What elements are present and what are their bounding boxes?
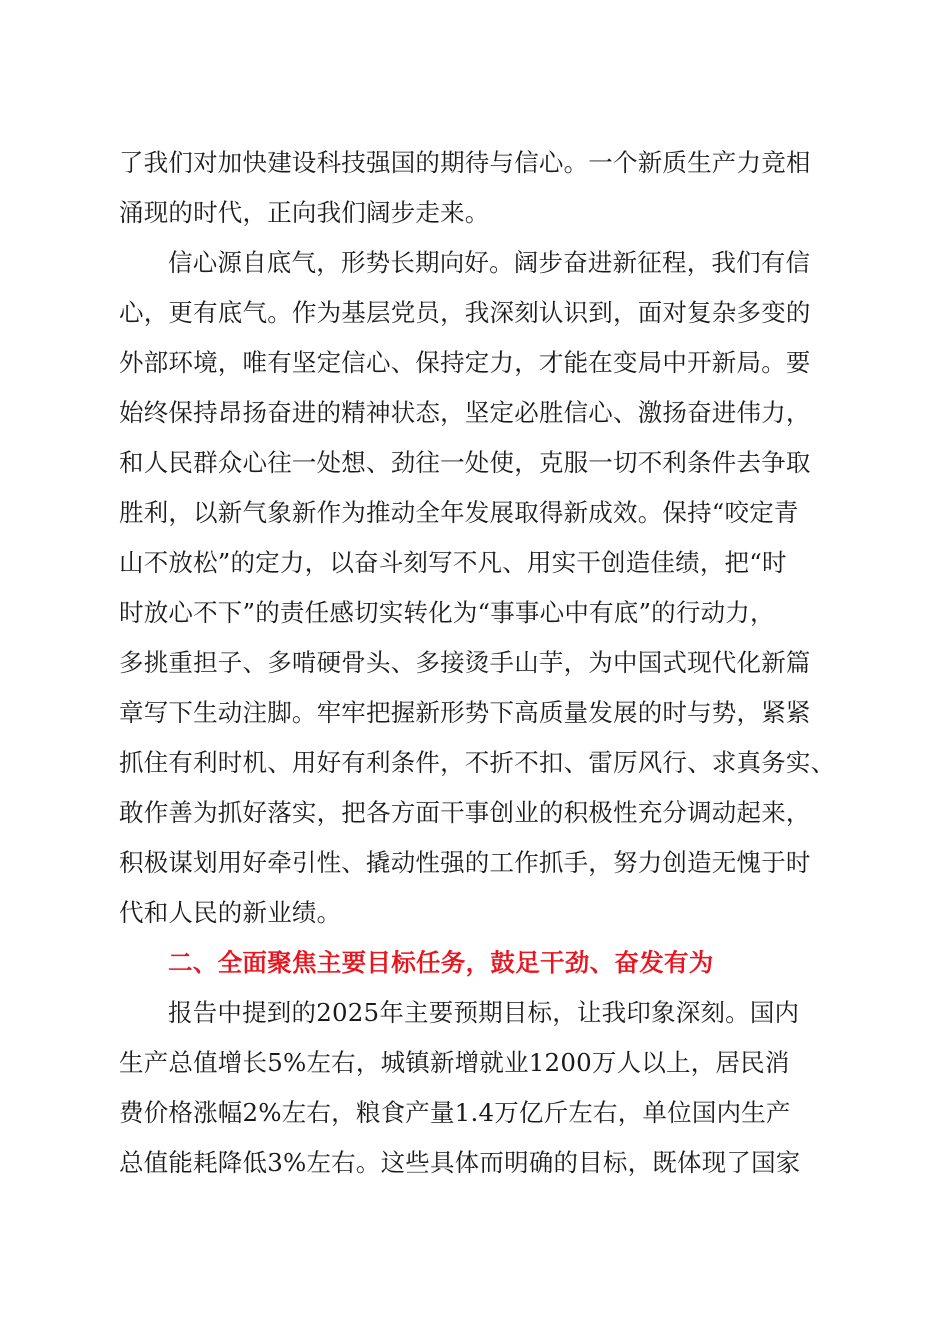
paragraph-line: 始终保持昂扬奋进的精神状态，坚定必胜信心、激扬奋进伟力， <box>119 398 811 427</box>
paragraph-line: 敢作善为抓好落实，把各方面干事创业的积极性充分调动起来， <box>119 798 811 827</box>
paragraph-line: 信心源自底气，形势长期向好。阔步奋进新征程，我们有信 <box>168 248 811 277</box>
paragraph-line: 时放心不下”的责任感切实转化为“事事心中有底”的行动力， <box>119 598 775 627</box>
paragraph-line: 积极谋划用好牵引性、撬动性强的工作抓手，努力创造无愧于时 <box>119 848 811 877</box>
paragraph-line: 山不放松”的定力，以奋斗刻写不凡、用实干创造佳绩，把“时 <box>119 548 787 577</box>
paragraph-line: 章写下生动注脚。牢牢把握新形势下高质量发展的时与势，紧紧 <box>119 698 811 727</box>
paragraph-line: 多挑重担子、多啃硬骨头、多接烫手山芋，为中国式现代化新篇 <box>119 648 811 677</box>
paragraph-line: 外部环境，唯有坚定信心、保持定力，才能在变局中开新局。要 <box>119 348 811 377</box>
paragraph-line: 报告中提到的2025年主要预期目标，让我印象深刻。国内 <box>168 998 800 1027</box>
paragraph-line: 和人民群众心往一处想、劲往一处使，克服一切不利条件去争取 <box>119 448 811 477</box>
paragraph-line: 了我们对加快建设科技强国的期待与信心。一个新质生产力竞相 <box>119 148 811 177</box>
paragraph-line: 抓住有利时机、用好有利条件，不折不扣、雷厉风行、求真务实、 <box>119 748 836 777</box>
paragraph-line: 总值能耗降低3%左右。这些具体而明确的目标，既体现了国家 <box>119 1148 801 1177</box>
paragraph-line: 费价格涨幅2%左右，粮食产量1.4万亿斤左右，单位国内生产 <box>119 1098 791 1127</box>
section-heading: 二、全面聚焦主要目标任务，鼓足干劲、奋发有为 <box>168 948 714 977</box>
paragraph-line: 生产总值增长5%左右，城镇新增就业1200万人以上，居民消 <box>119 1048 790 1077</box>
paragraph-line: 涌现的时代，正向我们阔步走来。 <box>119 198 490 227</box>
paragraph-line: 胜利，以新气象新作为推动全年发展取得新成效。保持“咬定青 <box>119 498 799 527</box>
paragraph-line: 代和人民的新业绩。 <box>119 898 342 927</box>
paragraph-line: 心，更有底气。作为基层党员，我深刻认识到，面对复杂多变的 <box>119 298 811 327</box>
